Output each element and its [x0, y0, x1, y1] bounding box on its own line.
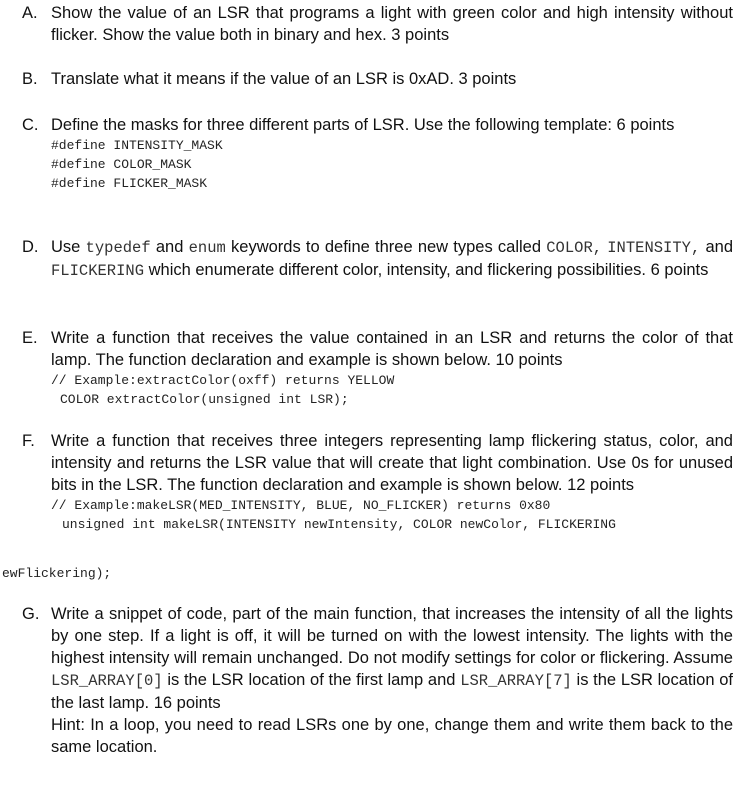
enum-keyword: enum	[188, 239, 226, 257]
question-text: Define the masks for three different parts of LSR. Use the following template: 6 points	[51, 116, 675, 134]
question-b	[22, 68, 733, 90]
question-e	[22, 327, 733, 409]
question-label: C.	[22, 116, 39, 134]
question-label: F.	[22, 432, 35, 450]
question-a	[22, 2, 733, 46]
define-flicker-mask: #define FLICKER_MASK	[51, 176, 208, 191]
question-text: Write a function that receives the value contained in an LSR and returns the color of that lamp. The function declaration and example is shown below. 10 points	[51, 329, 733, 369]
question-d	[22, 236, 733, 282]
lsr-array-first: LSR_ARRAY[0]	[51, 672, 163, 690]
question-text: Show the value of an LSR that programs a light with green color and high intensity without flicker. Show the value both in binary and hex. 3 points	[51, 4, 733, 44]
function-declaration-continued: ewFlickering);	[2, 566, 112, 581]
question-label: B.	[22, 70, 38, 88]
question-g	[22, 603, 733, 758]
question-label: G.	[22, 605, 40, 623]
example-comment: // Example:makeLSR(MED_INTENSITY, BLUE, NO_FLICKER) returns 0x80	[51, 498, 551, 513]
question-c	[22, 114, 733, 193]
example-comment: // Example:extractColor(oxff) returns YELLOW	[51, 373, 395, 388]
define-intensity-mask: #define INTENSITY_MASK	[51, 138, 223, 153]
function-declaration: unsigned int makeLSR(INTENSITY newIntensity, COLOR newColor, FLICKERING	[62, 517, 616, 532]
type-color: COLOR,	[546, 239, 603, 257]
typedef-keyword: typedef	[85, 239, 151, 257]
function-declaration: COLOR extractColor(unsigned int LSR);	[60, 392, 349, 407]
type-intensity: INTENSITY,	[607, 239, 701, 257]
question-f	[22, 430, 733, 534]
question-text: Translate what it means if the value of an LSR is 0xAD. 3 points	[51, 70, 517, 88]
define-color-mask: #define COLOR_MASK	[51, 157, 192, 172]
question-text: Write a function that receives three integers representing lamp flickering status, color, and intensity and returns the LSR value that will create that light combination. Use 0s for unused bits in the LSR. The function declaration and example is shown below. 12 points	[51, 432, 733, 494]
question-text: Write a snippet of code, part of the main function, that increases the intensity of all the lights by one step. If a light is off, it will be turned on with the lowest intensity. The lights with the highest intensity will remain unchanged. Do not modify settings for color or flickering. Assume LSR_ARRAY[0] is the LSR location of the first lamp and LSR_ARRAY[7] is the LSR location of the last lamp. 16 points	[51, 605, 733, 712]
type-flickering: FLICKERING	[51, 262, 145, 280]
lsr-array-last: LSR_ARRAY[7]	[460, 672, 572, 690]
question-label: D.	[22, 238, 39, 256]
hint-text: Hint: In a loop, you need to read LSRs one by one, change them and write them back to the same location.	[51, 716, 733, 756]
question-label: A.	[22, 4, 38, 22]
question-label: E.	[22, 329, 38, 347]
question-text: Use typedef and enum keywords to define three new types called COLOR, INTENSITY, and FLICKERING which enumerate different color, intensity, and flickering possibilities. 6 points	[51, 238, 733, 280]
